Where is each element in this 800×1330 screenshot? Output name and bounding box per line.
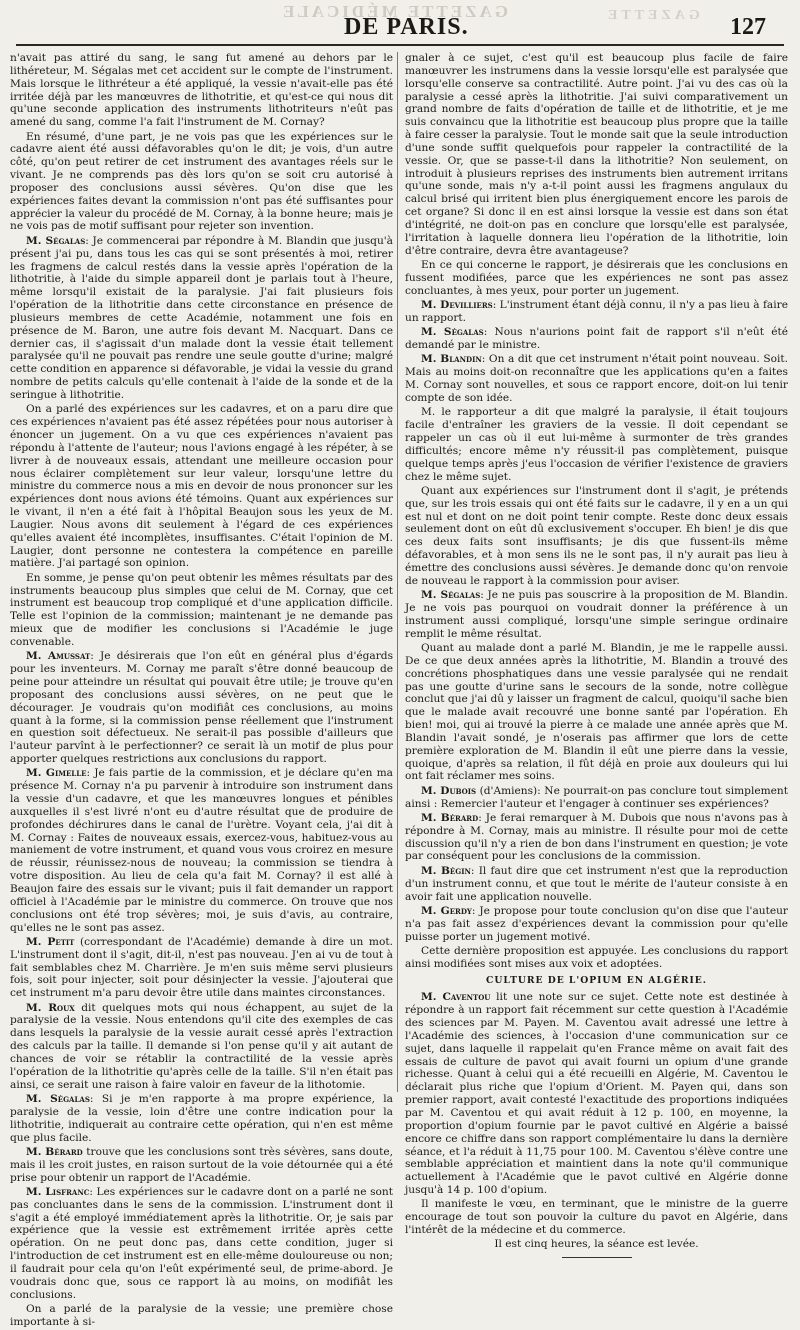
speaker-name: M. Gimelle xyxy=(26,767,87,780)
paragraph-text: Cette dernière proposition est appuyée. Les conclusions du rapport ainsi modifiées sont mises aux voix et adoptées. xyxy=(405,944,788,970)
page-header xyxy=(0,0,800,48)
left-column xyxy=(10,52,393,1330)
paragraph-text: dit quelques mots qui nous échappent, au sujet de la paralysie de la vessie. Nous entendons qu'il cite des exemples de cas dans lesquels la paralysie de la vessie aurait cessé après l'extraction des calculs par la taille. Il demande si l'on pense qu'il y ait autant de chances de voir se rétablir la contractilité de la vessie après l'opération de la lithotritie qu'après celle de la taille. S'il n'en était pas ainsi, ce serait une raison à faire valoir en faveur de la lithotomie. xyxy=(10,1001,394,1091)
paragraph xyxy=(10,131,393,234)
paragraph-text: gnaler à ce sujet, c'est qu'il est beaucoup plus facile de faire manœuvrer les instrumens dans la vessie lorsqu'elle est paralysée que lorsqu'elle conserve sa contractilité. Autre point. J'ai vu des cas où la paralysie a cessé après la lithotritie. J'ai suivi comparativement un grand nombre de faits d'opération de taille et de lithotritie, et je me suis convaincu que la lithotritie est beaucoup plus propre que la taille à faire cesser la paralysie. Tout le monde sait que la seule introduction d'une sonde suffit quelquefois pour rappeler la contractilité de la vessie. Or, que se passe-t-il dans la lithotritie? Non seulement, on introduit à plusieurs reprises des instruments bien autrement irritans qu'une sonde, mais n'y a-t-il point aussi les fragmens angulaux du calcul brisé qui irritent bien plus énergiquement encore les parois de cet organe? Si donc il en est ainsi lorsque la vessie est dans son état d'intégrité, ne doit-on pas en conclure que lorsqu'elle est paralysée, l'irritation à laquelle donnera lieu l'opération de la lithotritie, loin d'être contraire, devra être avantageuse? xyxy=(405,52,788,257)
paragraph-text: Quant au malade dont a parlé M. Blandin, je me le rappelle aussi. De ce que deux années après la lithotritie, M. Blandin a trouvé des concrétions phosphatiques dans une vessie paralysée qui ne rendait pas une goutte d'urine sans le secours de la sonde, notre collègue conclut que j'ai dû y laisser un fragment de calcul, quoiqu'il sache bien que le malade avait recouvré une bonne santé par l'opération. Eh bien! moi, qui ai trouvé la pierre à ce malade une année après que M. Blandin l'avait sondé, je n'oserais pas affirmer que lors de cette première exploration de M. Blandin il eût une pierre dans la vessie, quoique, d'après sa relation, il fût déjà en proie aux douleurs qui lui ont fait réclamer mes soins. xyxy=(405,641,788,783)
speaker-name: M. Lisfranc xyxy=(26,1185,90,1198)
paragraph xyxy=(10,650,393,766)
paragraph xyxy=(405,259,788,298)
paragraph-text: : Je propose pour toute conclusion qu'on dise que l'auteur n'a pas fait assez d'expériences devant la commission pour qu'elle puisse porter un jugement motivé. xyxy=(405,904,788,943)
paragraph-text: : Il faut dire que cet instrument n'est que la reproduction d'un instrument connu, et que tout le mérite de l'auteur consiste à en avoir fait une application nouvelle. xyxy=(405,864,789,903)
speaker-name: M. Ségalas xyxy=(421,326,484,339)
speaker-name: M. Petit xyxy=(26,935,75,948)
paragraph xyxy=(405,52,788,258)
paragraph xyxy=(10,1303,393,1329)
paragraph-text: : Je ferai remarquer à M. Dubois que nous n'avons pas à répondre à M. Cornay, mais au ministre. Il résulte pour moi de cette discussion qu'il n'y a rien de bon dans l'instrument en question; je vote par conséquent pour les conclusions de la commission. xyxy=(405,811,788,863)
speaker-name: M. Gerdy xyxy=(421,904,472,917)
paragraph xyxy=(10,52,393,129)
paragraph-text: Il est cinq heures, la séance est levée. xyxy=(494,1238,699,1251)
header-rule xyxy=(16,44,784,46)
paragraph-text: : Je commencerai par répondre à M. Blandin que jusqu'à présent j'ai pu, dans tous les cas qui se sont présentés à moi, retirer les fragmens de calcul restés dans la vessie après l'opération de la lithotritie, à l'aide du simple appareil dont je parlais tout à l'heure, même lorsqu'il existait de la paralysie. J'ai fait plusieurs fois l'opération de la lithotritie dans cette circonstance en présence de plusieurs membres de cette Académie, notamment une fois en présence de M. Baron, une autre fois devant M. Nacquart. Dans ce dernier cas, il s'agissait d'un malade dont la vessie était tellement paralysée qu'il ne pouvait pas rendre une seule goutte d'urine; malgré cette condition en apparence si défavorable, je vidai la vessie du grand nombre de petits calculs qu'elle contenait à l'aide de la sonde et de la seringue à lithotritie. xyxy=(10,234,393,401)
paragraph xyxy=(10,1146,393,1185)
speaker-name: M. Bégin xyxy=(421,864,471,877)
end-rule xyxy=(562,1257,632,1258)
speaker-name: M. Caventou xyxy=(421,991,491,1004)
paragraph-text: : L'instrument étant déjà connu, il n'y a pas lieu à faire un rapport. xyxy=(405,299,788,324)
paragraph-text: Quant aux expériences sur l'instrument dont il s'agit, je prétends que, sur les trois essais qui ont été faits sur le cadavre, il y en a un qui est nul et dont on ne doit point tenir compte. Reste donc deux essais seulement dont on eût dû exclusivement s'occuper. Eh bien! je dis que ces deux faits sont insuffisants; je dis que fussent-ils même défavorables, et à mon sens ils ne le sont pas, il n'y aurait pas lieu à émettre des conclusions aussi sévères. Je demande donc qu'on renvoie de nouveau le rapport à la commission pour aviser. xyxy=(405,484,788,587)
paragraph xyxy=(10,1093,393,1144)
paragraph xyxy=(405,589,788,640)
paragraph-text: Il manifeste le vœu, en terminant, que le ministre de la guerre encourage de tout son pouvoir la culture du pavot en Algérie, dans l'intérêt de la médecine et du commerce. xyxy=(405,1198,788,1237)
paragraph-text: On a parlé de la paralysie de la vessie; une première chose importante à si- xyxy=(10,1303,393,1328)
paragraph-text: M. le rapporteur a dit que malgré la paralysie, il était toujours facile d'entraîner les graviers de la vessie. Il doit cependant se rappeler un cas où il eut lui-même à surmonter de très grandes difficultés; encore même n'y réussit-il pas complètement, puisque quelque temps après j'eus l'occasion de vérifier l'existence de graviers chez le même sujet. xyxy=(405,406,788,483)
paragraph xyxy=(405,785,788,811)
paragraph xyxy=(405,991,788,1197)
paragraph-text: On a parlé des expériences sur les cadavres, et on a paru dire que ces expériences n'avaient pas été assez répétées pour nous autoriser à énoncer un jugement. On a vu que ces expériences n'avaient pas répondu à l'attente de l'auteur; nous l'avions engagé à les répéter, à se livrer à de nouveaux essais, attendant une meilleure occasion pour nous éclairer complètement sur leur valeur, lorsqu'une lettre du ministre du commerce nous a mis en devoir de nous prononcer sur les expériences dont nous avions été témoins. Quant aux expériences sur le vivant, il n'en a été fait à l'hôpital Beaujon sous les yeux de M. Laugier. Nous avons dit seulement à l'égard de ces expériences qu'elles avaient été incomplètes, insuffisantes. C'était l'opinion de M. Laugier, dont personne ne contestera la compétence en pareille matière. J'ai partagé son opinion. xyxy=(10,403,393,570)
speaker-name: M. Amussat xyxy=(26,650,91,663)
paragraph xyxy=(405,865,788,904)
speaker-name: M. Blandin xyxy=(421,353,482,366)
paragraph-text: (d'Amiens): Ne pourrait-on pas conclure tout simplement ainsi : Remercier l'auteur et l'engager à continuer ses expériences? xyxy=(405,784,789,810)
bleed-through-text-right: GAZETTE xyxy=(604,8,700,23)
paragraph xyxy=(10,936,393,1000)
speaker-name: M. Devilliers xyxy=(421,299,493,312)
running-head: DE PARIS. xyxy=(344,14,469,40)
speaker-name: M. Dubois xyxy=(421,784,477,797)
speaker-name: M. Roux xyxy=(26,1001,75,1014)
paragraph xyxy=(405,1198,788,1237)
paragraph xyxy=(10,1002,393,1092)
paragraph xyxy=(405,485,788,588)
paragraph-text: : Les expériences sur le cadavre dont on a parlé ne sont pas concluantes dans le sens de la commission. L'instrument dont il s'agit a été employé immédiatement après la lithotritie. Or, je sais par expérience que la vessie est extrêmement irritée après cette opération. On ne peut donc pas, dans cette condition, juger si l'introduction de cet instrument est en elle-même douloureuse ou non; il faudrait pour cela qu'on l'eût expérimenté seul, de prime-abord. Je voudrais donc que, sous ce rapport là au moins, on modifiât les conclusions. xyxy=(10,1185,393,1301)
paragraph xyxy=(405,642,788,783)
speaker-name: M. Bérard xyxy=(421,811,479,824)
speaker-name: M. Ségalas xyxy=(26,234,86,247)
paragraph-text: (correspondant de l'Académie) demande à dire un mot. L'instrument dont il s'agit, dit-il, n'est pas nouveau. J'en ai vu de tout à fait semblables chez M. Charrière. Je m'en suis même servi plusieurs fois, soit pour injecter, soit pour désinjecter la vessie. J'ajouterai que cet instrument m'a paru devoir être utile dans maintes circonstances. xyxy=(10,935,393,1000)
paragraph xyxy=(405,326,788,352)
paragraph-text: : Nous n'aurions point fait de rapport s'il n'eût été demandé par le ministre. xyxy=(405,326,788,352)
paragraph-text: : On a dit que cet instrument n'était point nouveau. Soit. Mais au moins doit-on reconnaître que les applications qu'en a faites M. Cornay sont nouvelles, et sous ce rapport encore, doit-on lui tenir compte de son idée. xyxy=(405,353,788,404)
section-title: CULTURE DE L'OPIUM EN ALGÉRIE. xyxy=(486,974,707,986)
paragraph xyxy=(10,1186,393,1302)
paragraph xyxy=(405,299,788,325)
paragraph-text: trouve que les conclusions sont très sévères, sans doute, mais il les croit justes, en raison surtout de la voie détournée qui a été prise pour obtenir un rapport de l'Académie. xyxy=(10,1145,394,1184)
paragraph xyxy=(10,235,393,402)
paragraph-text: : Je ne puis pas souscrire à la proposition de M. Blandin. Je ne vois pas pourquoi on voudrait donner la préférence à un instrument aussi compliqué, lorsqu'une simple seringue ordinaire remplit le même résultat. xyxy=(405,589,788,640)
speaker-name: M. Ségalas xyxy=(26,1093,90,1105)
paragraph-text: n'avait pas attiré du sang, le sang fut amené au dehors par le lithéreteur, M. Ségalas met cet accident sur le compte de l'instrument. Mais lorsque le lithréteur a été appliqué, la vessie n'avait-elle pas été irritée déjà par les manœuvres de lithotritie, et qu'est-ce qui nous dit qu'une seconde application des instruments lithotriteurs n'eût pas amené du sang, comme l'a fait l'instrument de M. Cornay? xyxy=(10,52,393,129)
paragraph-text: En somme, je pense qu'on peut obtenir les mêmes résultats par des instruments beaucoup plus simples que celui de M. Cornay, que cet instrument est beaucoup trop compliqué et d'une application difficile. Telle est l'opinion de la commission; maintenant je ne demande pas mieux que de modifier les conclusions si l'Académie le juge convenable. xyxy=(10,571,393,648)
paragraph xyxy=(405,406,788,483)
paragraph-text: lit une note sur ce sujet. Cette note est destinée à répondre à un rapport fait récemment sur cette question à l'Académie des sciences par M. Payen. M. Caventou avait adressé une lettre à l'Académie des sciences, à l'occasion d'une communication sur ce sujet, dans laquelle il rappelait qu'en France même on avait fait des essais de culture de pavot qui avait fourni un opium d'une grande richesse. Quant à celui qui a été recueilli en Algérie, M. Caventou le déclarait plus riche que l'opium d'Orient. M. Payen qui, dans son premier rapport, avait contesté l'exactitude des proportions indiquées par M. Caventou et qui avait réduit à 12 p. 100, en moyenne, la proportion d'opium fournie par le pavot cultivé en Algérie a baissé encore ce chiffre dans son rapport complémentaire lu dans la dernière séance, et l'a réduit à 11,75 pour 100. M. Caventou s'élève contre une semblable appréciation et maintient dans la note qu'il communique actuellement à l'Académie que le pavot cultivé en Algérie donne jusqu'à 14 p. 100 d'opium. xyxy=(405,991,788,1197)
paragraph-text: : Je fais partie de la commission, et je déclare qu'en ma présence M. Cornay n'a pu parvenir à introduire son instrument dans la vessie d'un cadavre, et que les manœuvres longues et pénibles auxquelles il s'est livré n'ont eu d'autre résultat que de produire de profondes déchirures dans le canal de l'urètre. Voyant cela, j'ai dit à M. Cornay : Faites de nouveaux essais, exercez-vous, habituez-vous au maniement de votre instrument, et quand vous vous croirez en mesure de réussir, réunissez-nous de nouveau; la commission se tiendra à votre disposition. Au lieu de cela qu'a fait M. Cornay? il est allé à Beaujon faire des essais sur le vivant; puis il fait demander un rapport officiel à l'Académie par le ministre du commerce. On trouve que nos conclusions ont été trop sévères; moi, je suis d'avis, au contraire, qu'elles ne le sont pas assez. xyxy=(10,767,393,934)
paragraph-text: : Si je m'en rapporte à ma propre expérience, la paralysie de la vessie, loin d'être une contre indication pour la lithotritie, indiquerait au contraire cette opération, qui n'en est même que plus facile. xyxy=(10,1093,394,1144)
paragraph xyxy=(405,353,788,404)
paragraph xyxy=(405,1238,788,1251)
column-divider xyxy=(397,52,398,1092)
speaker-name: M. Ségalas xyxy=(421,589,481,602)
paragraph-text: En résumé, d'une part, je ne vois pas que les expériences sur le cadavre aient été aussi défavorables qu'on le dit; je vois, d'un autre côté, qu'on peut retirer de cet instrument des avantages réels sur le vivant. Je ne comprends pas dès lors qu'on se soit cru autorisé à proposer des conclusions aussi sévères. Qu'on dise que les expériences faites devant la commission n'ont pas été suffisantes pour apprécier la valeur du procédé de M. Cornay, à la bonne heure; mais je ne vois pas de motif suffisant pour rejeter son invention. xyxy=(10,130,393,233)
paragraph xyxy=(405,812,788,863)
paragraph xyxy=(10,403,393,570)
paragraph-text: En ce qui concerne le rapport, je désirerais que les conclusions en fussent modifiées, parce que les expériences ne sont pas assez concluantes, à mes yeux, pour porter un jugement. xyxy=(405,259,788,297)
bleed-through-text: GAZETTE MÉDICALE xyxy=(280,2,508,21)
paragraph xyxy=(405,905,788,944)
speaker-name: M. Bérard xyxy=(26,1145,83,1158)
paragraph xyxy=(10,767,393,934)
page-number: 127 xyxy=(730,14,766,40)
paragraph xyxy=(405,945,788,971)
paragraph xyxy=(10,572,393,649)
paragraph-text: : Je désirerais que l'on eût en général plus d'égards pour les inventeurs. M. Cornay me paraît s'être donné beaucoup de peine pour atteindre un résultat qui pouvait être utile; je trouve qu'en proposant des conclusions aussi sévères, on ne peut que le décourager. Je voudrais qu'on modifiât ces conclusions, au moins quant à la forme, si la commission pense réellement que l'instrument en question soit défectueux. Ne serait-il pas possible d'ailleurs que l'auteur parvînt à le perfectionner? ce serait là un motif de plus pour apporter quelques restrictions aux conclusions du rapport. xyxy=(10,650,394,766)
right-column xyxy=(405,52,788,1258)
